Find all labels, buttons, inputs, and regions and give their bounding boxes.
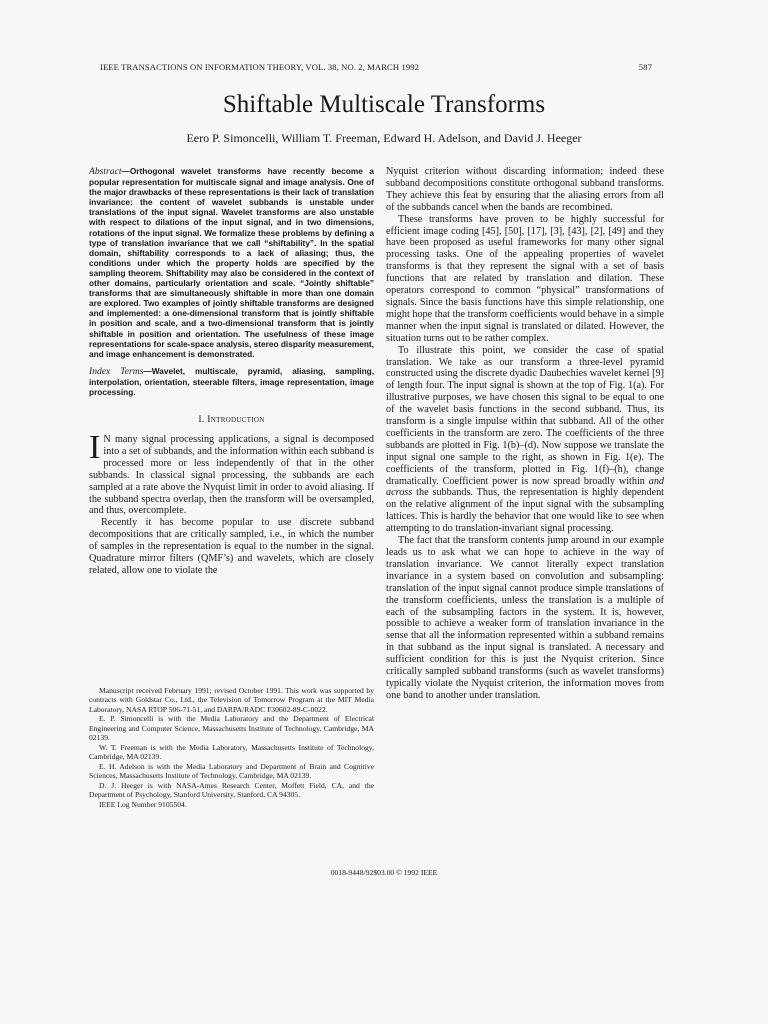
right-paragraph-3-part-b: the subbands. Thus, the representation is highly dependent on the relative alignment of the input signal with the subsampling lattices. This is hardly the behavior that one would like to see when attempting to do translation-invariant signal processing.	[386, 487, 664, 535]
right-paragraph-4: The fact that the transform contents jump around in our example leads us to ask what we can hope to achieve in the way of translation invariance. We cannot literally expect translation invariance in a system based on convolution and subsampling: translation of the input signal cannot produce simple translations of the transform coefficients, unless the translation is a multiple of each of the subsampling factors in the system. It is, however, possible to achieve a weaker form of translation invariance in the sense that all the information represented within a subband remains in that subband as the input signal is translated. A necessary and sufficient condition for this is just the Nyquist criterion. Since critically sampled subband transforms (such as wavelet transforms) typically violate the Nyquist criterion, the information moves from one band to another under translation.	[386, 535, 664, 701]
author-list: Eero P. Simoncelli, William T. Freeman, Edward H. Adelson, and David J. Heeger	[186, 131, 582, 145]
copyright-footer: 0018-9448/92$03.00 © 1992 IEEE	[330, 868, 438, 877]
right-column	[386, 166, 664, 702]
footnote-adelson: E. H. Adelson is with the Media Laboratory and Department of Brain and Cognitive Sciences, Massachusetts Institute of Technology, Cambridge, MA 02139.	[89, 761, 374, 781]
section-heading-introduction: I. Introduction	[198, 414, 265, 426]
paper-title: Shiftable Multiscale Transforms	[222, 91, 546, 118]
footnote-freeman: W. T. Freeman is with the Media Laboratory, Massachusetts Institute of Technology, Cambridge, MA 02139.	[89, 742, 374, 762]
intro-paragraph-1-text: N many signal processing applications, a signal is decomposed into a set of subbands, and the information within each subband is processed more or less independently of that in the other subbands. In classical signal processing, the subbands are each sampled at a rate above the Nyquist limit in order to avoid aliasing. If the subband spectra overlap, then the transform will be oversampled, and thus, overcomplete.	[89, 433, 374, 517]
journal-citation: IEEE TRANSACTIONS ON INFORMATION THEORY, VOL. 38, NO. 2, MARCH 1992	[100, 62, 420, 72]
footnote-heeger: D. J. Heeger is with NASA-Ames Research Center, Moffett Field, CA, and the Department of Psychology, Stanford University, Stanford, CA 94305.	[89, 780, 374, 800]
footnotes	[89, 686, 374, 810]
index-terms-lead: Index Terms	[89, 365, 144, 377]
abstract-text: —Orthogonal wavelet transforms have recently become a popular representation for multiscale signal and image analysis. One of the major drawbacks of these representations is their lack of translation invariance: the content of wavelet subbands is unstable under translations of the input signal. Wavelet transforms are also unstable with respect to dilations of the input signal, and in two dimensions, rotations of the input signal. We formalize these problems by defining a type of translation invariance that we call “shiftability”. In the spatial domain, shiftability corresponds to a lack of aliasing; thus, the conditions under which the property holds are specified by the sampling theorem. Shiftability may also be considered in the context of other domains, particularly orientation and scale. “Jointly shiftable” transforms that are simultaneously shiftable in more than one domain are explored. Two examples of jointly shiftable transforms are designed and implemented: a one-dimensional transform that is jointly shiftable in position and scale, and a two-dimensional transform that is jointly shiftable in position and orientation. The usefulness of these image representations for scale-space analysis, stereo disparity measurement, and image enhancement is demonstrated.	[89, 166, 374, 359]
right-paragraph-2: These transforms have proven to be highly successful for efficient image coding [45], [50], [17], [3], [43], [2], [49] and they have been proposed as useful frameworks for many other signal processing tasks. One of the appealing properties of wavelet transforms is that they represent the signal with a set of basis functions that are related by translation and dilation. These operators correspond to common “physical” transformations of signals. Since the basis functions have this simple relationship, one might hope that the transform coefficients would behave in a simple manner when the input signal is translated or dilated. However, the situation turns out to be rather complex.	[386, 213, 664, 344]
footnote-simoncelli: E. P. Simoncelli is with the Media Laboratory and the Department of Electrical Engineering and Computer Science, Massachusetts Institute of Technology, Cambridge, MA 02139.	[89, 714, 374, 742]
drop-cap: I	[89, 428, 101, 466]
footnote-manuscript: Manuscript received February 1991; revised October 1991. This work was supported by contracts with Goldstar Co., Ltd., the Television of Tomorrow Program at the MIT Media Laboratory, NASA RTOP 506-71-51, and DARPA/RADC F30602-89-C-0022.	[89, 686, 374, 714]
right-paragraph-3	[386, 345, 664, 536]
abstract-lead: Abstract	[89, 166, 122, 177]
abstract	[89, 166, 374, 359]
intro-paragraph-1	[89, 428, 374, 517]
intro-paragraph-2: Recently it has become popular to use discrete subband decompositions that are critically sampled, i.e., in which the number of samples in the representation is equal to the number in the signal. Quadrature mirror filters (QMF’s) and wavelets, which are closely related, allow one to violate the	[89, 517, 374, 576]
left-column	[89, 166, 374, 577]
footnote-log-number: IEEE Log Number 9105504.	[99, 800, 187, 810]
page-number: 587	[638, 62, 652, 72]
index-terms-text: —Wavelet, multiscale, pyramid, aliasing, sampling, interpolation, orientation, steerable filters, image representation, image processing.	[89, 365, 375, 397]
emphasis-and-across: and across	[386, 475, 664, 499]
right-paragraph-3-part-a: To illustrate this point, we consider the case of spatial translation. We take as our transform a three-level pyramid constructed using the discrete dyadic Daubechies wavelet kernel [9] of length four. The input signal is shown at the top of Fig. 1(a). For illustrative purposes, we have chosen this signal to be equal to one of the wavelet basis functions in the second subband. Thus, its transform is a single impulse within that subband. All of the other coefficients in the transform are zero. The coefficients of the three subbands are plotted in Fig. 1(b)–(d). Now suppose we translate the input signal one sample to the right, as shown in Fig. 1(e). The coefficients of the transform, plotted in Fig. 1(f)–(h), change dramatically. Coefficient power is now spread broadly within	[386, 344, 664, 487]
index-terms	[89, 366, 374, 397]
right-paragraph-1: Nyquist criterion without discarding information; indeed these subband decompositions constitute orthogonal subband transforms. They achieve this feat by ensuring that the aliasing errors from all of the subbands cancel when the bands are recombined.	[386, 166, 664, 213]
